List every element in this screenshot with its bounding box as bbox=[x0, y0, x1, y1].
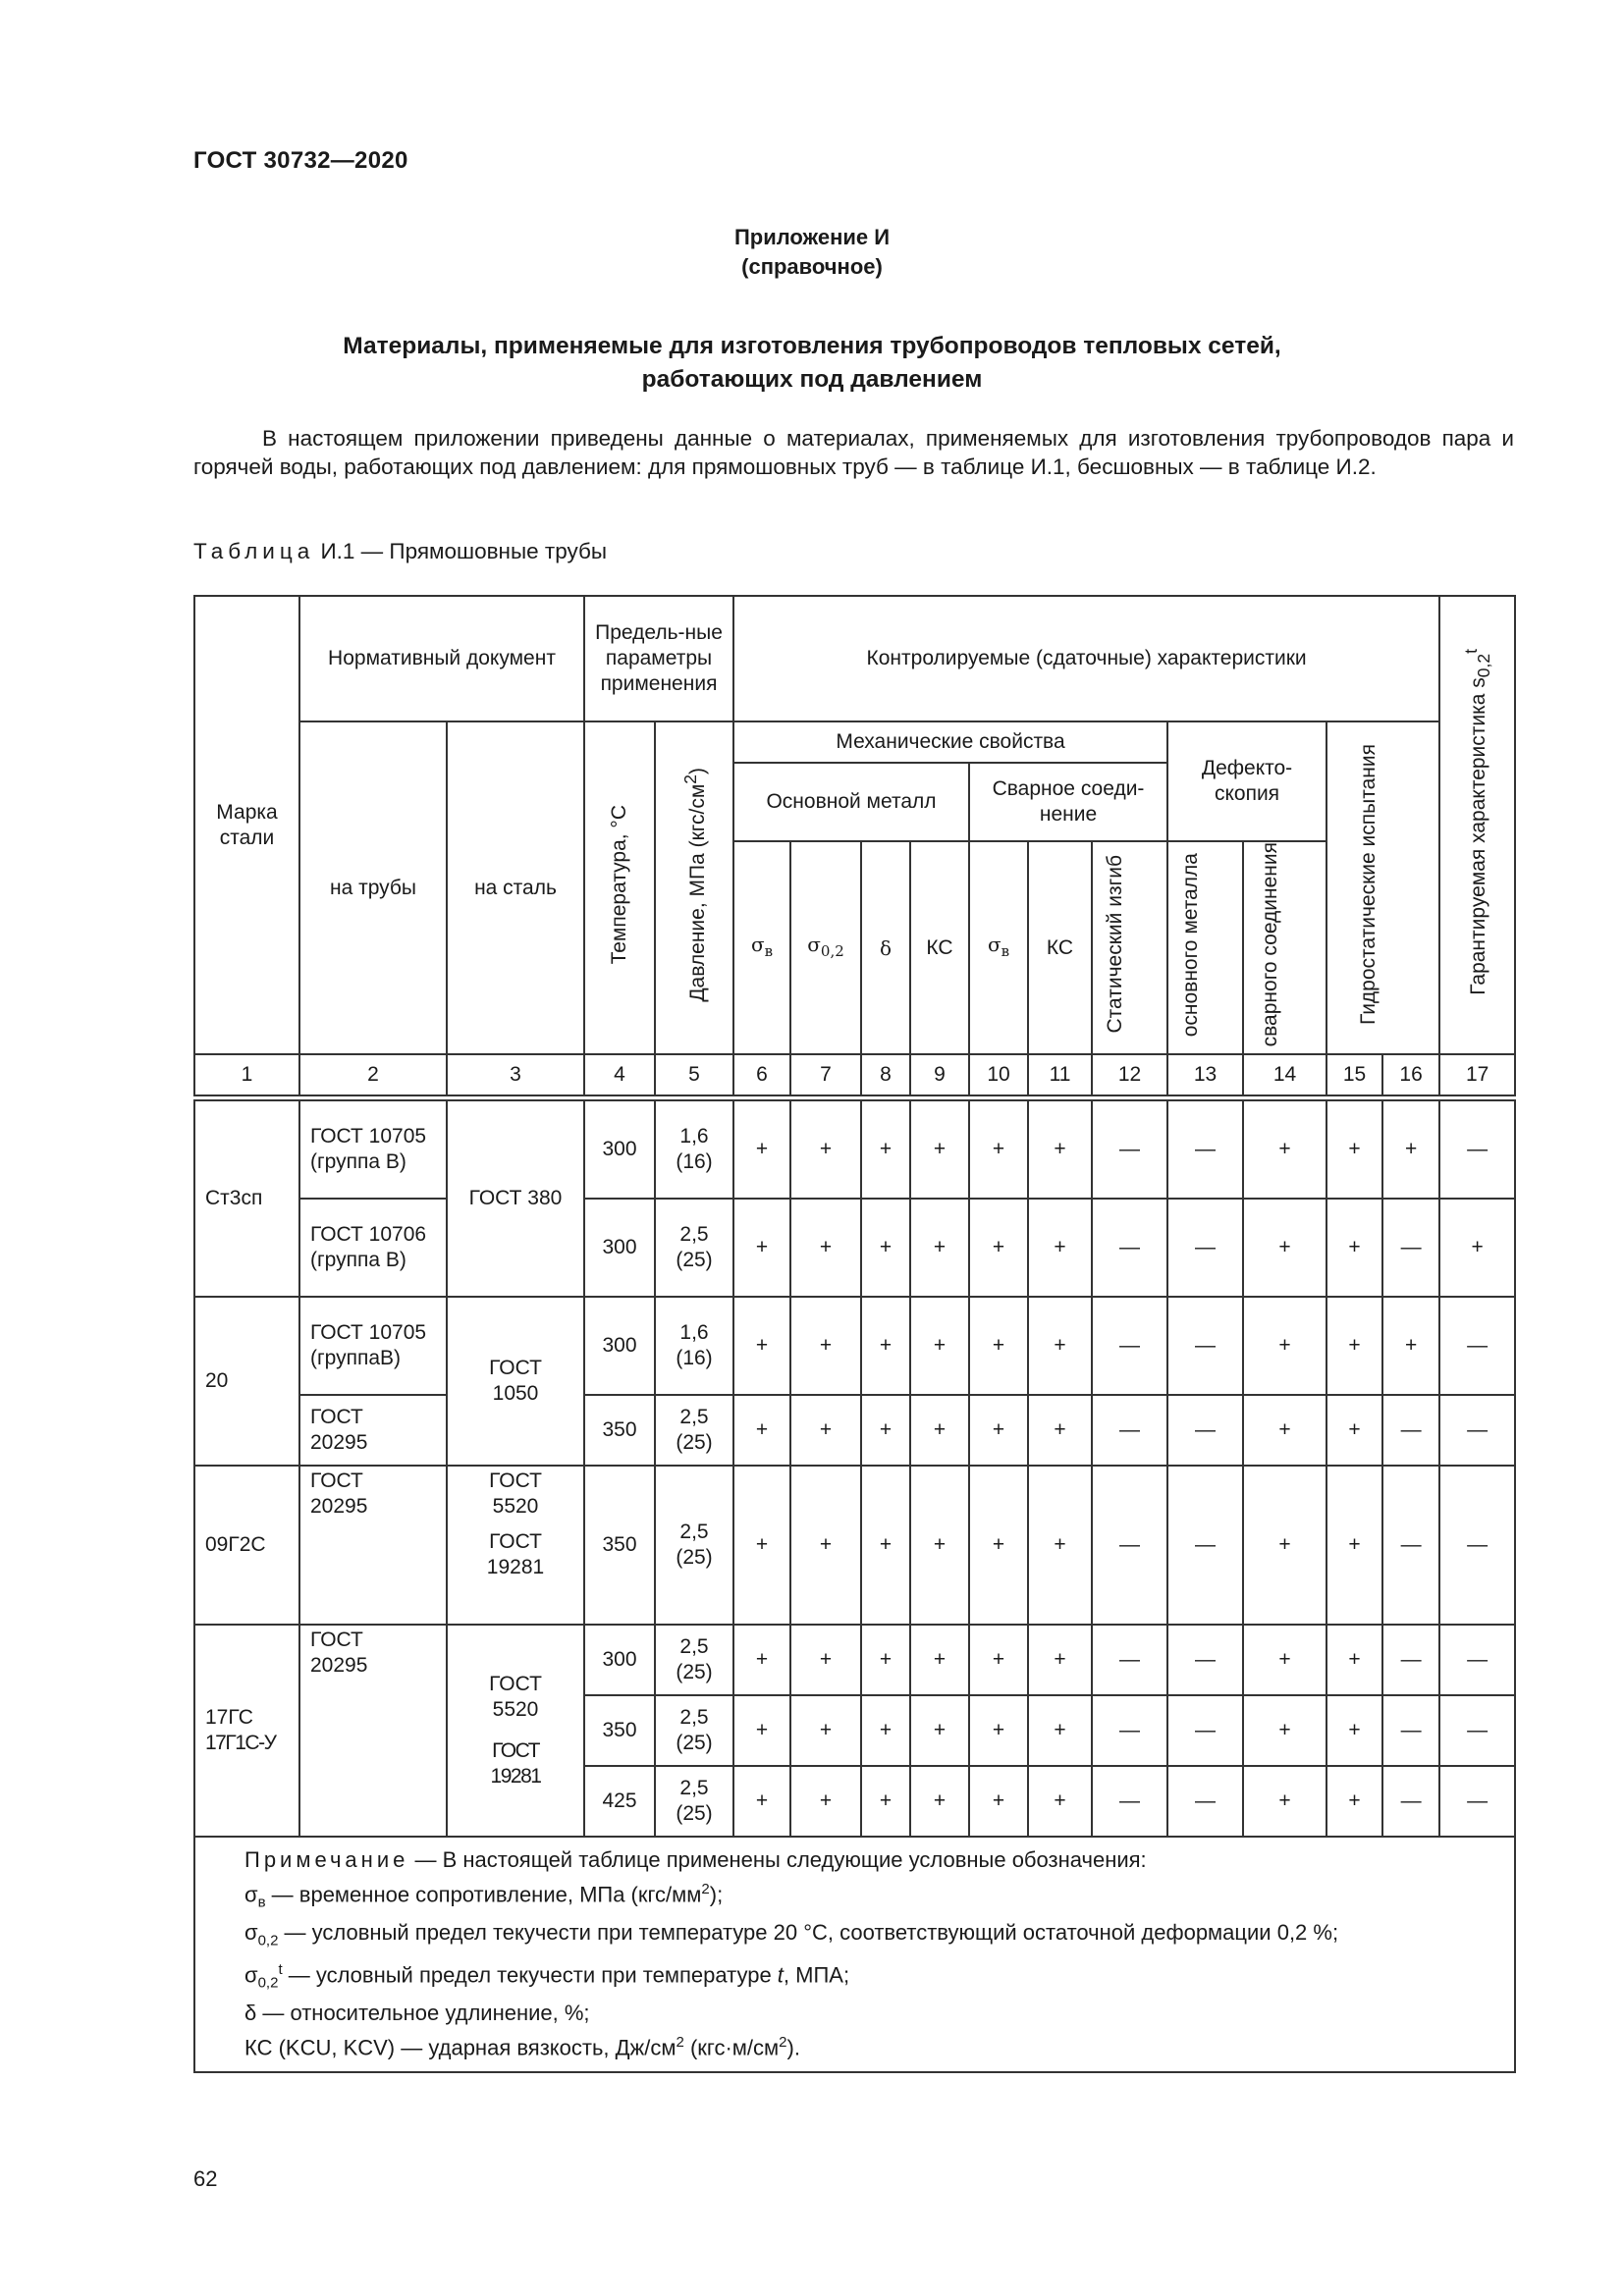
mark-cell: — bbox=[1439, 1297, 1515, 1395]
mark-cell: — bbox=[1092, 1695, 1167, 1766]
mark-cell: + bbox=[733, 1766, 790, 1837]
mark-cell: + bbox=[969, 1297, 1028, 1395]
mark-cell: — bbox=[1092, 1297, 1167, 1395]
steel-doc-cell: ГОСТ 1050 bbox=[447, 1297, 584, 1466]
mark-cell: + bbox=[861, 1625, 910, 1695]
steel-doc-cell: ГОСТ 5520 ГОСТ 19281 bbox=[447, 1466, 584, 1625]
mark-cell: + bbox=[1326, 1100, 1382, 1199]
press-cell: 1,6 (16) bbox=[655, 1100, 733, 1199]
mark-cell: + bbox=[1028, 1395, 1092, 1466]
mark-cell: + bbox=[861, 1466, 910, 1625]
header-defecto-base: основного металла bbox=[1167, 841, 1243, 1054]
col-num: 4 bbox=[584, 1054, 655, 1095]
mark-cell: + bbox=[969, 1395, 1028, 1466]
mark-cell: + bbox=[1028, 1199, 1092, 1297]
mark-cell: + bbox=[861, 1100, 910, 1199]
mark-cell: + bbox=[1243, 1466, 1326, 1625]
col-num: 9 bbox=[910, 1054, 969, 1095]
pipe-doc-cell: ГОСТ 10706 (группа В) bbox=[299, 1199, 447, 1297]
table-row bbox=[194, 1466, 1515, 1625]
mark-cell: + bbox=[910, 1466, 969, 1625]
header-sigma-v: $\sigma_в$ bbox=[733, 841, 790, 1054]
mark-cell: + bbox=[1326, 1466, 1382, 1625]
mark-cell: + bbox=[969, 1100, 1028, 1199]
header-delta: δ bbox=[861, 841, 910, 1054]
mark-cell: + bbox=[1326, 1199, 1382, 1297]
header-sigma-02: $\sigma_{0,2}$ bbox=[790, 841, 861, 1054]
mark-cell: — bbox=[1167, 1199, 1243, 1297]
col-num: 1 bbox=[194, 1054, 299, 1095]
mark-cell: + bbox=[790, 1199, 861, 1297]
grade-cell: 09Г2С bbox=[194, 1466, 299, 1625]
mark-cell: + bbox=[910, 1695, 969, 1766]
press-cell: 2,5 (25) bbox=[655, 1695, 733, 1766]
mark-cell: + bbox=[910, 1100, 969, 1199]
appendix-title-line1: Материалы, применяемые для изготовления трубопроводов тепловых сетей, bbox=[343, 333, 1281, 359]
intro-text: В настоящем приложении приведены данные о материалах, применяемых для изготовления трубопроводов пара и горячей воды, работающих под давлением: для прямошовных труб — в таблице И.1, бесшовных — в таблице И.2. bbox=[193, 426, 1514, 479]
note-line-sigma-v: $\sigma_в$ — временное сопротивление, МПа $(кгс/мм^2)$; bbox=[244, 1881, 724, 1912]
mark-cell: + bbox=[969, 1199, 1028, 1297]
mark-cell: + bbox=[861, 1297, 910, 1395]
press-cell: 2,5 (25) bbox=[655, 1625, 733, 1695]
appendix-kind: (справочное) bbox=[741, 254, 883, 279]
mark-cell: + bbox=[861, 1199, 910, 1297]
mark-cell: + bbox=[790, 1100, 861, 1199]
header-for-steel: на сталь bbox=[447, 721, 584, 1054]
mark-cell: + bbox=[1439, 1199, 1515, 1297]
press-cell: 1,6 (16) bbox=[655, 1297, 733, 1395]
header-static-bend: Статический изгиб bbox=[1092, 841, 1167, 1054]
materials-table bbox=[193, 595, 1516, 2073]
page-number: 62 bbox=[193, 2166, 218, 2191]
mark-cell: + bbox=[1326, 1766, 1382, 1837]
mark-cell: + bbox=[1243, 1625, 1326, 1695]
mark-cell: + bbox=[969, 1466, 1028, 1625]
header-defecto-weld: сварного соединения bbox=[1243, 841, 1326, 1054]
header-pressure: Давление, МПа $(кгс/см^2)$ bbox=[655, 721, 733, 1054]
mark-cell: — bbox=[1092, 1466, 1167, 1625]
mark-cell: — bbox=[1167, 1395, 1243, 1466]
col-num: 11 bbox=[1028, 1054, 1092, 1095]
header-weld-kc: КС bbox=[1028, 841, 1092, 1054]
mark-cell: + bbox=[1326, 1297, 1382, 1395]
mark-cell: + bbox=[1326, 1695, 1382, 1766]
mark-cell: — bbox=[1092, 1766, 1167, 1837]
mark-cell: + bbox=[1382, 1297, 1439, 1395]
mark-cell: — bbox=[1167, 1100, 1243, 1199]
temp-cell: 300 bbox=[584, 1199, 655, 1297]
grade-cell: 17ГС 17Г1С-У bbox=[194, 1625, 299, 1837]
mark-cell: — bbox=[1382, 1625, 1439, 1695]
table-row bbox=[194, 1100, 1515, 1199]
mark-cell: — bbox=[1092, 1100, 1167, 1199]
mark-cell: — bbox=[1167, 1625, 1243, 1695]
temp-cell: 350 bbox=[584, 1695, 655, 1766]
mark-cell: — bbox=[1382, 1395, 1439, 1466]
col-num: 14 bbox=[1243, 1054, 1326, 1095]
mark-cell: + bbox=[969, 1625, 1028, 1695]
grade-cell: Ст3сп bbox=[194, 1100, 299, 1297]
note-label: Примечание bbox=[244, 1847, 409, 1873]
mark-cell: — bbox=[1439, 1395, 1515, 1466]
col-num: 17 bbox=[1439, 1054, 1515, 1095]
mark-cell: — bbox=[1382, 1466, 1439, 1625]
press-cell: 2,5 (25) bbox=[655, 1199, 733, 1297]
appendix-label: Приложение И bbox=[733, 225, 891, 249]
mark-cell: + bbox=[733, 1625, 790, 1695]
mark-cell: + bbox=[1028, 1100, 1092, 1199]
col-num: 15 bbox=[1326, 1054, 1382, 1095]
table-caption-word: Таблица bbox=[193, 539, 315, 563]
pipe-doc-cell: ГОСТ 10705 (группаВ) bbox=[299, 1297, 447, 1395]
pipe-doc-cell: ГОСТ 20295 bbox=[299, 1625, 447, 1837]
intro-paragraph bbox=[193, 424, 1514, 481]
header-guaranteed: Гарантируемая характеристика $s_{0,2}^t$ bbox=[1439, 596, 1515, 1054]
note-row bbox=[194, 1837, 1515, 2071]
mark-cell: + bbox=[1243, 1297, 1326, 1395]
steel-doc-cell: ГОСТ 380 bbox=[447, 1100, 584, 1297]
mark-cell: — bbox=[1439, 1466, 1515, 1625]
mark-cell: + bbox=[861, 1766, 910, 1837]
col-num: 8 bbox=[861, 1054, 910, 1095]
mark-cell: + bbox=[790, 1395, 861, 1466]
column-numbers-row bbox=[194, 1054, 1515, 1095]
mark-cell: + bbox=[733, 1395, 790, 1466]
col-num: 16 bbox=[1382, 1054, 1439, 1095]
mark-cell: + bbox=[1243, 1695, 1326, 1766]
mark-cell: + bbox=[790, 1695, 861, 1766]
col-num: 2 bbox=[299, 1054, 447, 1095]
temp-cell: 300 bbox=[584, 1625, 655, 1695]
standard-code: ГОСТ 30732—2020 bbox=[193, 147, 408, 174]
temp-cell: 350 bbox=[584, 1395, 655, 1466]
header-temperature: Температура, °С bbox=[584, 721, 655, 1054]
mark-cell: + bbox=[969, 1766, 1028, 1837]
mark-cell: + bbox=[910, 1297, 969, 1395]
pipe-doc-cell: ГОСТ 20295 bbox=[299, 1466, 447, 1625]
temp-cell: 350 bbox=[584, 1466, 655, 1625]
header-limits: Предель-ные параметры применения bbox=[584, 596, 733, 721]
table-row bbox=[194, 1297, 1515, 1395]
mark-cell: — bbox=[1167, 1297, 1243, 1395]
note-line-sigma-02t: $\sigma_{0,2}^t$ — условный предел текучести при температуре t, МПА; bbox=[244, 1961, 850, 1993]
mark-cell: + bbox=[733, 1695, 790, 1766]
temp-cell: 300 bbox=[584, 1100, 655, 1199]
note-line-delta: δ — относительное удлинение, %; bbox=[244, 2001, 590, 2026]
header-kc: КС bbox=[910, 841, 969, 1054]
mark-cell: — bbox=[1439, 1100, 1515, 1199]
mark-cell: + bbox=[790, 1766, 861, 1837]
mark-cell: + bbox=[733, 1199, 790, 1297]
mark-cell: + bbox=[910, 1625, 969, 1695]
mark-cell: — bbox=[1439, 1766, 1515, 1837]
mark-cell: + bbox=[861, 1395, 910, 1466]
header-for-pipes: на трубы bbox=[299, 721, 447, 1054]
mark-cell: — bbox=[1092, 1395, 1167, 1466]
mark-cell: + bbox=[1243, 1199, 1326, 1297]
mark-cell: — bbox=[1167, 1766, 1243, 1837]
mark-cell: + bbox=[1028, 1695, 1092, 1766]
mark-cell: — bbox=[1092, 1625, 1167, 1695]
table-row bbox=[194, 1199, 1515, 1297]
mark-cell: + bbox=[1028, 1625, 1092, 1695]
mark-cell: + bbox=[1326, 1625, 1382, 1695]
mark-cell: + bbox=[790, 1297, 861, 1395]
mark-cell: + bbox=[1326, 1395, 1382, 1466]
grade-cell: 20 bbox=[194, 1297, 299, 1466]
mark-cell: + bbox=[1243, 1395, 1326, 1466]
mark-cell: + bbox=[790, 1466, 861, 1625]
table-caption bbox=[193, 539, 607, 564]
mark-cell: + bbox=[1028, 1297, 1092, 1395]
table-note: Примечание — В настоящей таблице применены следующие условные обозначения: $\sigma_в$ — временное сопротивление, МПа $(кгс/мм^2)$; $\sigma_{0,2}$ — условный предел текучести при температуре 20 °С, соответствующий остаточной деформации 0,2 %; $\sigma_{0,2}^t$ — условный предел текучести при температуре t, МПА; δ — относительное удлинение, %; КС (KCU, KCV) — ударная вязкость, $Дж/см^2$ $(кгс\cdot м/см^2)$. bbox=[194, 1837, 1515, 2071]
header-hydro: Гидростатические испытания bbox=[1326, 721, 1439, 1054]
pipe-doc-cell: ГОСТ 20295 bbox=[299, 1395, 447, 1466]
mark-cell: + bbox=[969, 1695, 1028, 1766]
mark-cell: — bbox=[1382, 1199, 1439, 1297]
table-row bbox=[194, 1395, 1515, 1466]
table-row bbox=[194, 1625, 1515, 1695]
col-num: 7 bbox=[790, 1054, 861, 1095]
press-cell: 2,5 (25) bbox=[655, 1766, 733, 1837]
col-num: 12 bbox=[1092, 1054, 1167, 1095]
mark-cell: + bbox=[1243, 1100, 1326, 1199]
mark-cell: + bbox=[790, 1625, 861, 1695]
header-base-metal: Основной металл bbox=[733, 763, 969, 841]
steel-doc-cell: ГОСТ 5520 ГОСТ 19281 bbox=[447, 1625, 584, 1837]
header-steel-grade: Марка стали bbox=[194, 596, 299, 1054]
press-cell: 2,5 (25) bbox=[655, 1395, 733, 1466]
mark-cell: + bbox=[1028, 1466, 1092, 1625]
mark-cell: — bbox=[1167, 1695, 1243, 1766]
mark-cell: + bbox=[733, 1100, 790, 1199]
mark-cell: + bbox=[1243, 1766, 1326, 1837]
mark-cell: + bbox=[1382, 1100, 1439, 1199]
mark-cell: — bbox=[1382, 1766, 1439, 1837]
temp-cell: 300 bbox=[584, 1297, 655, 1395]
col-num: 3 bbox=[447, 1054, 584, 1095]
mark-cell: — bbox=[1382, 1695, 1439, 1766]
col-num: 6 bbox=[733, 1054, 790, 1095]
press-cell: 2,5 (25) bbox=[655, 1466, 733, 1625]
col-num: 5 bbox=[655, 1054, 733, 1095]
header-defectoscopy: Дефекто-скопия bbox=[1167, 721, 1326, 841]
header-weld-sigma-v: $\sigma_в$ bbox=[969, 841, 1028, 1054]
mark-cell: + bbox=[910, 1766, 969, 1837]
mark-cell: — bbox=[1439, 1625, 1515, 1695]
table-caption-rest: И.1 — Прямошовные трубы bbox=[314, 539, 608, 563]
note-line-sigma-02: $\sigma_{0,2}$ — условный предел текучести при температуре 20 °С, соответствующий остаточной деформации 0,2 %; bbox=[244, 1920, 1339, 1949]
header-mechanical: Механические свойства bbox=[733, 721, 1167, 763]
col-num: 10 bbox=[969, 1054, 1028, 1095]
note-line-kc: КС (KCU, KCV) — ударная вязкость, $Дж/см^2$ $(кгс\cdot м/см^2)$. bbox=[244, 2034, 800, 2060]
mark-cell: + bbox=[861, 1695, 910, 1766]
mark-cell: — bbox=[1439, 1695, 1515, 1766]
temp-cell: 425 bbox=[584, 1766, 655, 1837]
mark-cell: + bbox=[910, 1199, 969, 1297]
col-num: 13 bbox=[1167, 1054, 1243, 1095]
appendix-title-line2: работающих под давлением bbox=[641, 366, 983, 393]
mark-cell: — bbox=[1167, 1466, 1243, 1625]
pipe-doc-cell: ГОСТ 10705 (группа В) bbox=[299, 1100, 447, 1199]
header-norm-doc: Нормативный документ bbox=[299, 596, 584, 721]
header-weld: Сварное соеди-нение bbox=[969, 763, 1167, 841]
mark-cell: + bbox=[733, 1466, 790, 1625]
header-controlled: Контролируемые (сдаточные) характеристики bbox=[733, 596, 1439, 721]
mark-cell: + bbox=[1028, 1766, 1092, 1837]
mark-cell: — bbox=[1092, 1199, 1167, 1297]
mark-cell: + bbox=[910, 1395, 969, 1466]
mark-cell: + bbox=[733, 1297, 790, 1395]
